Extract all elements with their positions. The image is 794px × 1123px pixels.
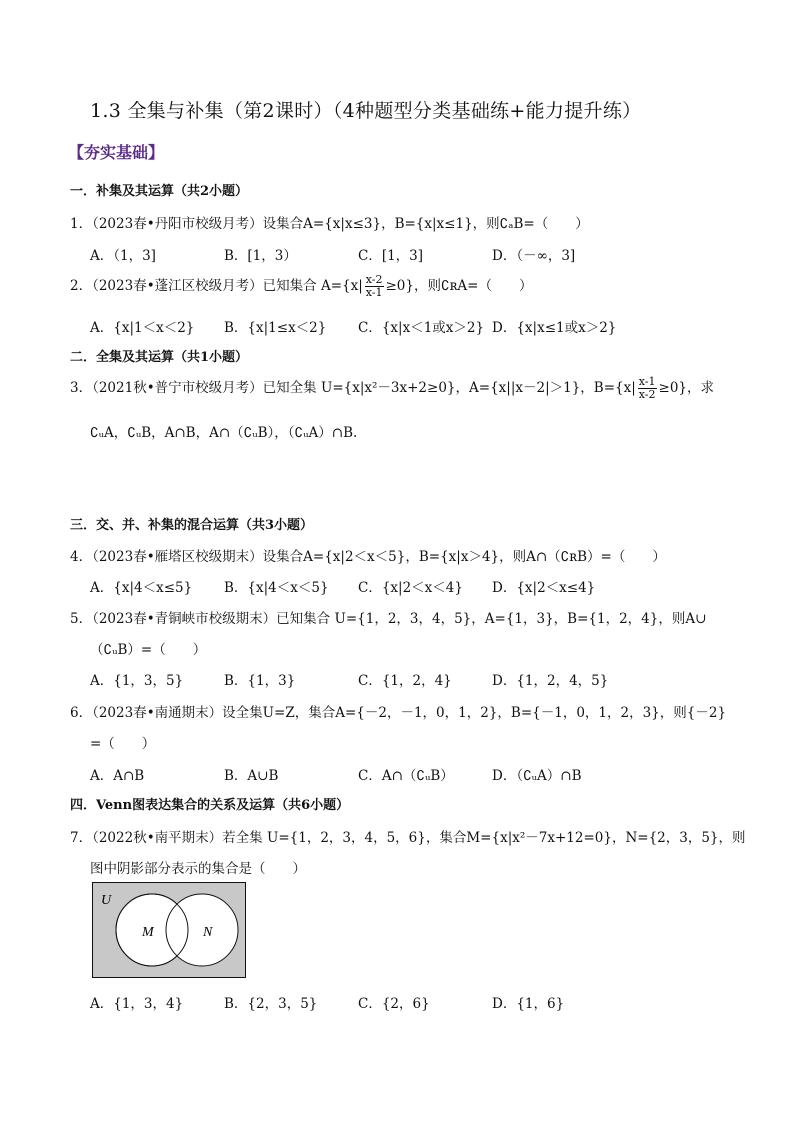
- question-4-stem: 4．（2023春•雁塔区校级期末）设集合A={x|2＜x＜5}，B={x|x＞4}，则A∩（∁ʀB）=（ ）: [70, 549, 666, 565]
- question-6-options: [90, 764, 740, 784]
- label-u: U: [101, 893, 112, 908]
- question-2-stem-post: ≥0}，则∁ʀA=（ ）: [385, 278, 533, 294]
- option-c[interactable]: C．{x|2＜x＜4}: [358, 580, 463, 596]
- question-3-stem-pre: 3．（2021秋•普宁市校级月考）已知全集 U={x|x²－3x+2≥0}，A={x||x－2|＞1}，B={x|: [70, 380, 636, 396]
- fraction: [365, 274, 384, 299]
- question-3-stem-post: ≥0}，求: [658, 380, 715, 396]
- fraction-numerator: x-1: [638, 375, 656, 388]
- question-6-line2: =（ ）: [90, 736, 156, 752]
- option-a[interactable]: A．A∩B: [90, 768, 145, 784]
- option-d[interactable]: D．{1，6}: [492, 996, 565, 1012]
- option-b[interactable]: B．{2，3，5}: [224, 996, 318, 1012]
- option-c[interactable]: C．A∩（∁ᵤB）: [358, 768, 454, 784]
- question-3-line2: ∁ᵤA，∁ᵤB，A∩B，A∩（∁ᵤB），（∁ᵤA）∩B.: [90, 425, 358, 441]
- option-d[interactable]: D．{x|2＜x≤4}: [492, 580, 596, 596]
- question-7-line2: 图中阴影部分表示的集合是（ ）: [90, 861, 306, 877]
- fraction-numerator: x-2: [365, 273, 383, 286]
- question-1-options: [90, 244, 740, 264]
- question-4-options: [90, 576, 740, 596]
- section-tag: 【夯实基础】: [68, 143, 165, 162]
- question-2-stem: [70, 274, 532, 299]
- label-m: M: [142, 925, 154, 940]
- section-heading-2: 二．全集及其运算（共1小题）: [70, 350, 249, 365]
- option-c[interactable]: C．{x|x＜1或x＞2}: [358, 320, 485, 336]
- venn-diagram: [92, 882, 246, 978]
- option-c[interactable]: C．[1，3]: [358, 248, 424, 264]
- label-n: N: [203, 925, 213, 940]
- option-c[interactable]: C．{1，2，4}: [358, 673, 452, 689]
- option-a[interactable]: A．{1，3，4}: [90, 996, 184, 1012]
- question-2-options: [90, 316, 740, 336]
- question-5-line2: （∁ᵤB）=（ ）: [90, 642, 207, 658]
- option-a[interactable]: A．（1，3]: [90, 248, 156, 264]
- section-heading-3: 三．交、并、补集的混合运算（共3小题）: [70, 518, 314, 533]
- set-n-circle: [166, 894, 238, 966]
- option-c[interactable]: C．{2，6}: [358, 996, 430, 1012]
- section-heading-1: 一．补集及其运算（共2小题）: [70, 184, 249, 199]
- question-7-stem: 7．（2022秋•南平期末）若全集 U={1，2，3，4，5，6}，集合M={x|x²－7x+12=0}，N={2，3，5}，则: [70, 830, 746, 846]
- option-a[interactable]: A．{x|1＜x＜2}: [90, 320, 195, 336]
- fraction-denominator: x-1: [365, 286, 383, 299]
- question-3-stem: [70, 376, 714, 401]
- question-2-stem-pre: 2．（2023春•蓬江区校级月考）已知集合 A={x|: [70, 278, 363, 294]
- fraction: [638, 376, 657, 401]
- question-5-options: [90, 669, 740, 689]
- fraction-denominator: x-2: [638, 388, 656, 401]
- option-a[interactable]: A．{1，3，5}: [90, 673, 184, 689]
- option-d[interactable]: D．{1，2，4，5}: [492, 673, 609, 689]
- section-heading-4: 四．Venn图表达集合的关系及运算（共6小题）: [70, 798, 350, 813]
- option-b[interactable]: B．{x|1≤x＜2}: [224, 320, 327, 336]
- option-b[interactable]: B．{x|4＜x＜5}: [224, 580, 329, 596]
- option-d[interactable]: D．（∁ᵤA）∩B: [492, 768, 582, 784]
- question-5-stem: 5．（2023春•青铜峡市校级期末）已知集合 U={1，2，3，4，5}，A={1，3}，B={1，2，4}，则A∪: [70, 611, 707, 627]
- question-6-stem: 6．（2023春•南通期末）设全集U=Z，集合A={－2，－1，0，1，2}，B={－1，0，1，2，3}，则{－2}: [70, 705, 727, 721]
- option-d[interactable]: D．{x|x≤1或x＞2}: [492, 320, 617, 336]
- question-7-options: [90, 992, 740, 1012]
- option-b[interactable]: B．A∪B: [224, 768, 279, 784]
- option-b[interactable]: B．[1，3）: [224, 248, 297, 264]
- option-d[interactable]: D．（－∞，3]: [492, 248, 576, 264]
- option-a[interactable]: A．{x|4＜x≤5}: [90, 580, 193, 596]
- page-title: 1.3 全集与补集（第2课时）（4种题型分类基础练+能力提升练）: [90, 100, 642, 122]
- option-b[interactable]: B．{1，3}: [224, 673, 296, 689]
- question-1-stem: 1．（2023春•丹阳市校级月考）设集合A={x|x≤3}，B={x|x≤1}，则∁ₐB=（ ）: [70, 216, 589, 232]
